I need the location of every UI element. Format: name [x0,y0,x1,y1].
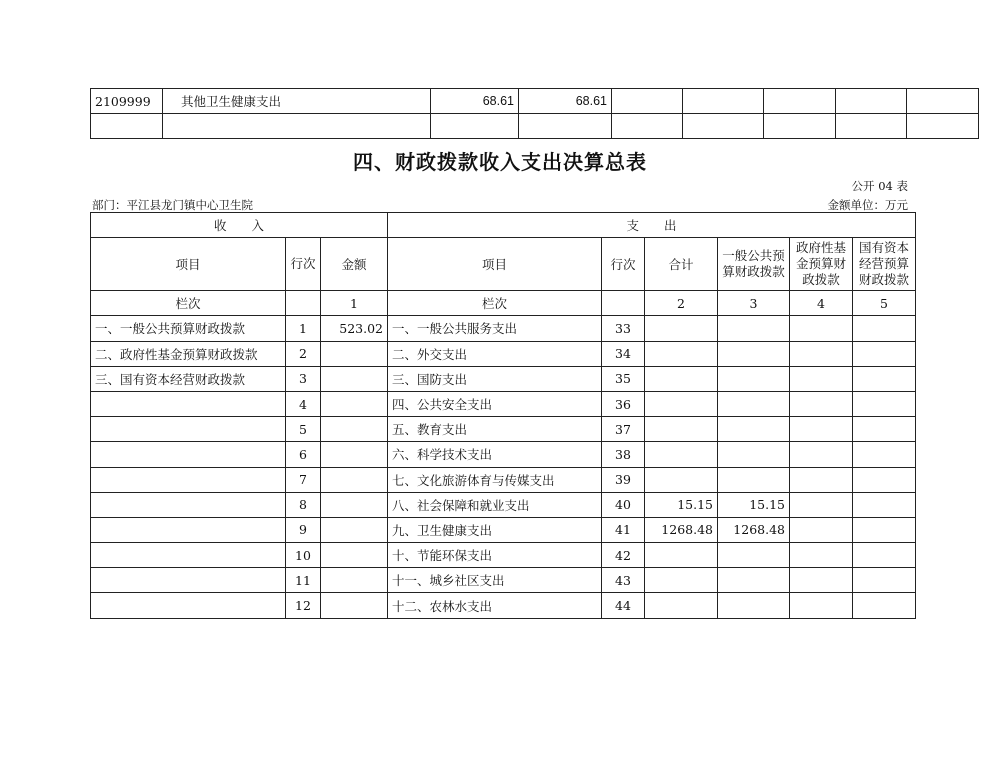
total-amount [645,442,718,467]
expense-line: 35 [602,366,645,391]
income-amount [321,366,388,391]
income-amount [321,543,388,568]
expense-line: 43 [602,568,645,593]
expense-line-header: 行次 [602,238,645,291]
subject-code: 2109999 [91,89,163,114]
income-amount [321,391,388,416]
income-line: 9 [286,517,321,542]
department-label: 部门：平江县龙门镇中心卫生院 [92,198,253,212]
total-header: 合计 [645,238,718,291]
general-budget-amount [718,391,790,416]
expense-item: 十一、城乡社区支出 [388,568,602,593]
income-item: 三、国有资本经营财政拨款 [91,366,286,391]
expense-item: 三、国防支出 [388,366,602,391]
total-amount [645,391,718,416]
income-amount [321,467,388,492]
income-header: 收 入 [91,213,388,238]
income-amount [321,517,388,542]
state-capital-amount [853,467,916,492]
general-budget-header: 一般公共预算财政拨款 [718,238,790,291]
gov-fund-amount [790,391,853,416]
total-amount [645,467,718,492]
income-item [91,391,286,416]
expense-item: 四、公共安全支出 [388,391,602,416]
expense-line: 42 [602,543,645,568]
table-row [91,543,916,568]
expense-line: 44 [602,593,645,618]
expense-line: 34 [602,341,645,366]
expense-item: 十、节能环保支出 [388,543,602,568]
expense-line: 39 [602,467,645,492]
table-row [91,114,979,139]
total-amount: 1268.48 [645,517,718,542]
expense-header: 支 出 [388,213,916,238]
table-row [91,568,916,593]
income-amount [321,442,388,467]
income-amount-header: 金额 [321,238,388,291]
total-amount [645,543,718,568]
general-budget-amount: 15.15 [718,492,790,517]
gov-fund-amount [790,543,853,568]
general-budget-amount [718,316,790,341]
state-capital-amount [853,316,916,341]
expense-line: 38 [602,442,645,467]
income-line-header: 行次 [286,238,321,291]
table-row [91,391,916,416]
total-amount [645,366,718,391]
income-amount [321,568,388,593]
general-budget-amount [718,442,790,467]
state-capital-header: 国有资本经营预算财政拨款 [853,238,916,291]
state-capital-amount [853,517,916,542]
column-header-row [91,238,916,291]
expense-item: 二、外交支出 [388,341,602,366]
income-item [91,543,286,568]
total-amount [645,316,718,341]
table-row [91,517,916,542]
income-item: 一、一般公共预算财政拨款 [91,316,286,341]
table-row [91,442,916,467]
income-line: 1 [286,316,321,341]
section-header-row [91,213,916,238]
income-line: 6 [286,442,321,467]
income-item: 二、政府性基金预算财政拨款 [91,341,286,366]
table-row [91,593,916,618]
fiscal-summary-table [90,212,916,619]
expense-item: 八、社会保障和就业支出 [388,492,602,517]
income-line: 8 [286,492,321,517]
form-number: 公开 04 表 [851,179,908,193]
total-amount [645,417,718,442]
table-row [91,316,916,341]
income-item-header: 项目 [91,238,286,291]
income-item [91,492,286,517]
income-line: 11 [286,568,321,593]
total-amount: 15.15 [645,492,718,517]
gov-fund-amount [790,492,853,517]
income-amount [321,417,388,442]
income-line: 12 [286,593,321,618]
income-item [91,593,286,618]
state-capital-amount [853,366,916,391]
expense-item: 七、文化旅游体育与传媒支出 [388,467,602,492]
total-amount [645,568,718,593]
state-capital-amount [853,391,916,416]
table-row [91,366,916,391]
state-capital-amount [853,417,916,442]
state-capital-amount [853,543,916,568]
expense-item-header: 项目 [388,238,602,291]
state-capital-amount [853,341,916,366]
table-row [91,467,916,492]
expense-item: 五、教育支出 [388,417,602,442]
general-budget-amount [718,341,790,366]
income-line: 2 [286,341,321,366]
total-amount [645,341,718,366]
income-item [91,417,286,442]
income-amount [321,492,388,517]
state-capital-amount [853,492,916,517]
gov-fund-amount [790,316,853,341]
general-budget-amount [718,568,790,593]
unit-label: 金额单位：万元 [827,198,908,212]
previous-table-fragment [90,88,979,139]
income-line: 5 [286,417,321,442]
expense-line: 37 [602,417,645,442]
general-budget-amount [718,366,790,391]
income-item [91,442,286,467]
amount-cell: 68.61 [431,89,519,114]
general-budget-amount [718,417,790,442]
income-line: 3 [286,366,321,391]
expense-item: 十二、农林水支出 [388,593,602,618]
state-capital-amount [853,593,916,618]
income-line: 7 [286,467,321,492]
expense-item: 六、科学技术支出 [388,442,602,467]
amount-cell: 68.61 [519,89,612,114]
income-amount [321,341,388,366]
expense-line: 40 [602,492,645,517]
general-budget-amount [718,593,790,618]
table-row [91,89,979,114]
gov-fund-amount [790,568,853,593]
expense-line: 41 [602,517,645,542]
gov-fund-amount [790,366,853,391]
column-number-row: 栏次 1 栏次 2 3 4 5 [91,291,916,316]
expense-item: 一、一般公共服务支出 [388,316,602,341]
income-amount [321,593,388,618]
expense-line: 36 [602,391,645,416]
income-item [91,517,286,542]
state-capital-amount [853,568,916,593]
total-amount [645,593,718,618]
income-line: 4 [286,391,321,416]
general-budget-amount: 1268.48 [718,517,790,542]
general-budget-amount [718,543,790,568]
page-title: 四、财政拨款收入支出决算总表 [353,150,647,174]
subject-name: 其他卫生健康支出 [163,89,431,114]
table-row [91,492,916,517]
table-row [91,417,916,442]
table-row [91,341,916,366]
gov-fund-amount [790,417,853,442]
gov-fund-amount [790,593,853,618]
income-line: 10 [286,543,321,568]
expense-item: 九、卫生健康支出 [388,517,602,542]
gov-fund-amount [790,442,853,467]
general-budget-amount [718,467,790,492]
gov-fund-amount [790,517,853,542]
gov-fund-header: 政府性基金预算财政拨款 [790,238,853,291]
income-amount: 523.02 [321,316,388,341]
gov-fund-amount [790,341,853,366]
expense-line: 33 [602,316,645,341]
income-item [91,467,286,492]
gov-fund-amount [790,467,853,492]
income-item [91,568,286,593]
state-capital-amount [853,442,916,467]
